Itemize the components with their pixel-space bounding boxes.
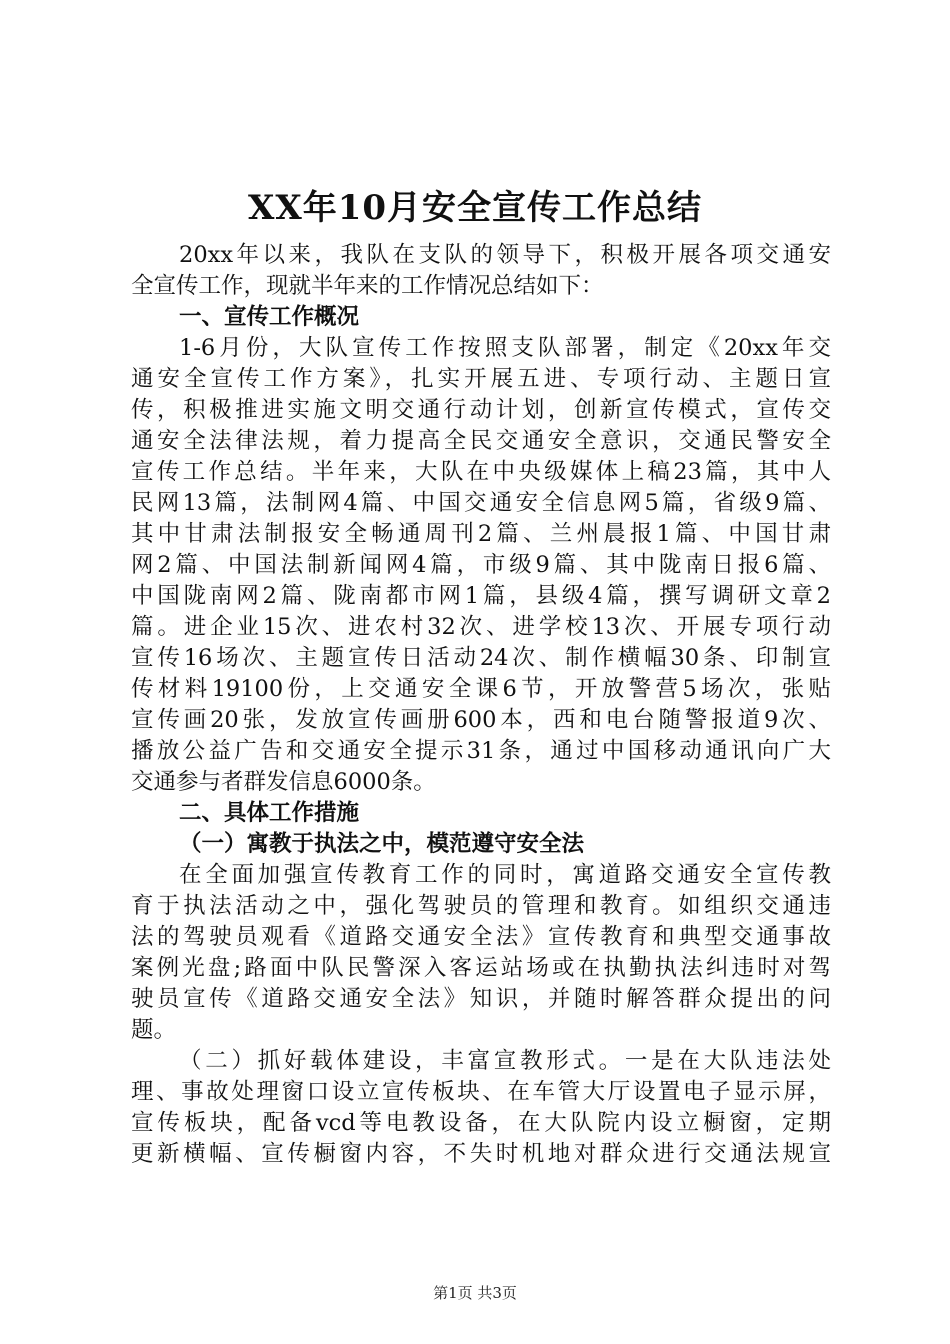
paragraph-line: 案例光盘;路面中队民警深入客运站场或在执勤执法纠违时对驾 [131, 955, 831, 981]
paragraph-line: 法的驾驶员观看《道路交通安全法》宣传教育和典型交通事故 [131, 924, 831, 950]
paragraph-line: 1-6月份，大队宣传工作按照支队部署，制定《20xx年交 [179, 335, 831, 361]
document-title: XX年10月安全宣传工作总结 [247, 188, 703, 228]
paragraph-line: 传材料19100份，上交通安全课6节，开放警营5场次，张贴 [131, 676, 831, 702]
paragraph-line: 宣传工作总结。半年来，大队在中央级媒体上稿23篇，其中人 [131, 459, 831, 485]
paragraph-line: （二）抓好载体建设，丰富宣教形式。一是在大队违法处 [179, 1048, 831, 1074]
paragraph-line: 题。 [131, 1017, 177, 1043]
paragraph-line: 篇。进企业15次、进农村32次、进学校13次、开展专项行动 [131, 614, 831, 640]
paragraph-line: 育于执法活动之中，强化驾驶员的管理和教育。如组织交通违 [131, 893, 831, 919]
paragraph-line: 理、事故处理窗口设立宣传板块、在车管大厅设置电子显示屏， [131, 1079, 831, 1105]
paragraph-line: 通安全宣传工作方案》，扎实开展五进、专项行动、主题日宣 [131, 366, 831, 392]
document-body [131, 240, 831, 1170]
paragraph-line: 传，积极推进实施文明交通行动计划，创新宣传模式，宣传交 [131, 397, 831, 423]
paragraph-line: 更新横幅、宣传橱窗内容，不失时机地对群众进行交通法规宣 [131, 1141, 831, 1167]
paragraph-line: 宣传画20张，发放宣传画册600本，西和电台随警报道9次、 [131, 707, 831, 733]
paragraph-line: 通安全法律法规，着力提高全民交通安全意识，交通民警安全 [131, 428, 831, 454]
paragraph-line: 在全面加强宣传教育工作的同时，寓道路交通安全宣传教 [179, 862, 831, 888]
paragraph-line: 播放公益广告和交通安全提示31条，通过中国移动通讯向广大 [131, 738, 831, 764]
section-heading: 一、宣传工作概况 [179, 304, 360, 330]
paragraph-line: 其中甘肃法制报安全畅通周刊2篇、兰州晨报1篇、中国甘肃 [131, 521, 831, 547]
paragraph-line: 宣传板块，配备vcd等电教设备，在大队院内设立橱窗，定期 [131, 1110, 831, 1136]
paragraph-line: 民网13篇，法制网4篇、中国交通安全信息网5篇，省级9篇、 [131, 490, 831, 516]
section-heading: （一）寓教于执法之中，模范遵守安全法 [179, 831, 585, 857]
paragraph-line: 网2篇、中国法制新闻网4篇，市级9篇、其中陇南日报6篇、 [131, 552, 831, 578]
paragraph-line: 交通参与者群发信息6000条。 [131, 769, 436, 795]
paragraph-line: 20xx年以来，我队在支队的领导下，积极开展各项交通安 [179, 242, 831, 268]
page-footer: 第1页 共3页 [433, 1284, 517, 1302]
section-heading: 二、具体工作措施 [179, 800, 360, 826]
paragraph-line: 中国陇南网2篇、陇南都市网1篇，县级4篇，撰写调研文章2 [131, 583, 831, 609]
paragraph-line: 驶员宣传《道路交通安全法》知识，并随时解答群众提出的问 [131, 986, 831, 1012]
paragraph-line: 全宣传工作，现就半年来的工作情况总结如下： [131, 273, 604, 299]
paragraph-line: 宣传16场次、主题宣传日活动24次、制作横幅30条、印制宣 [131, 645, 831, 671]
